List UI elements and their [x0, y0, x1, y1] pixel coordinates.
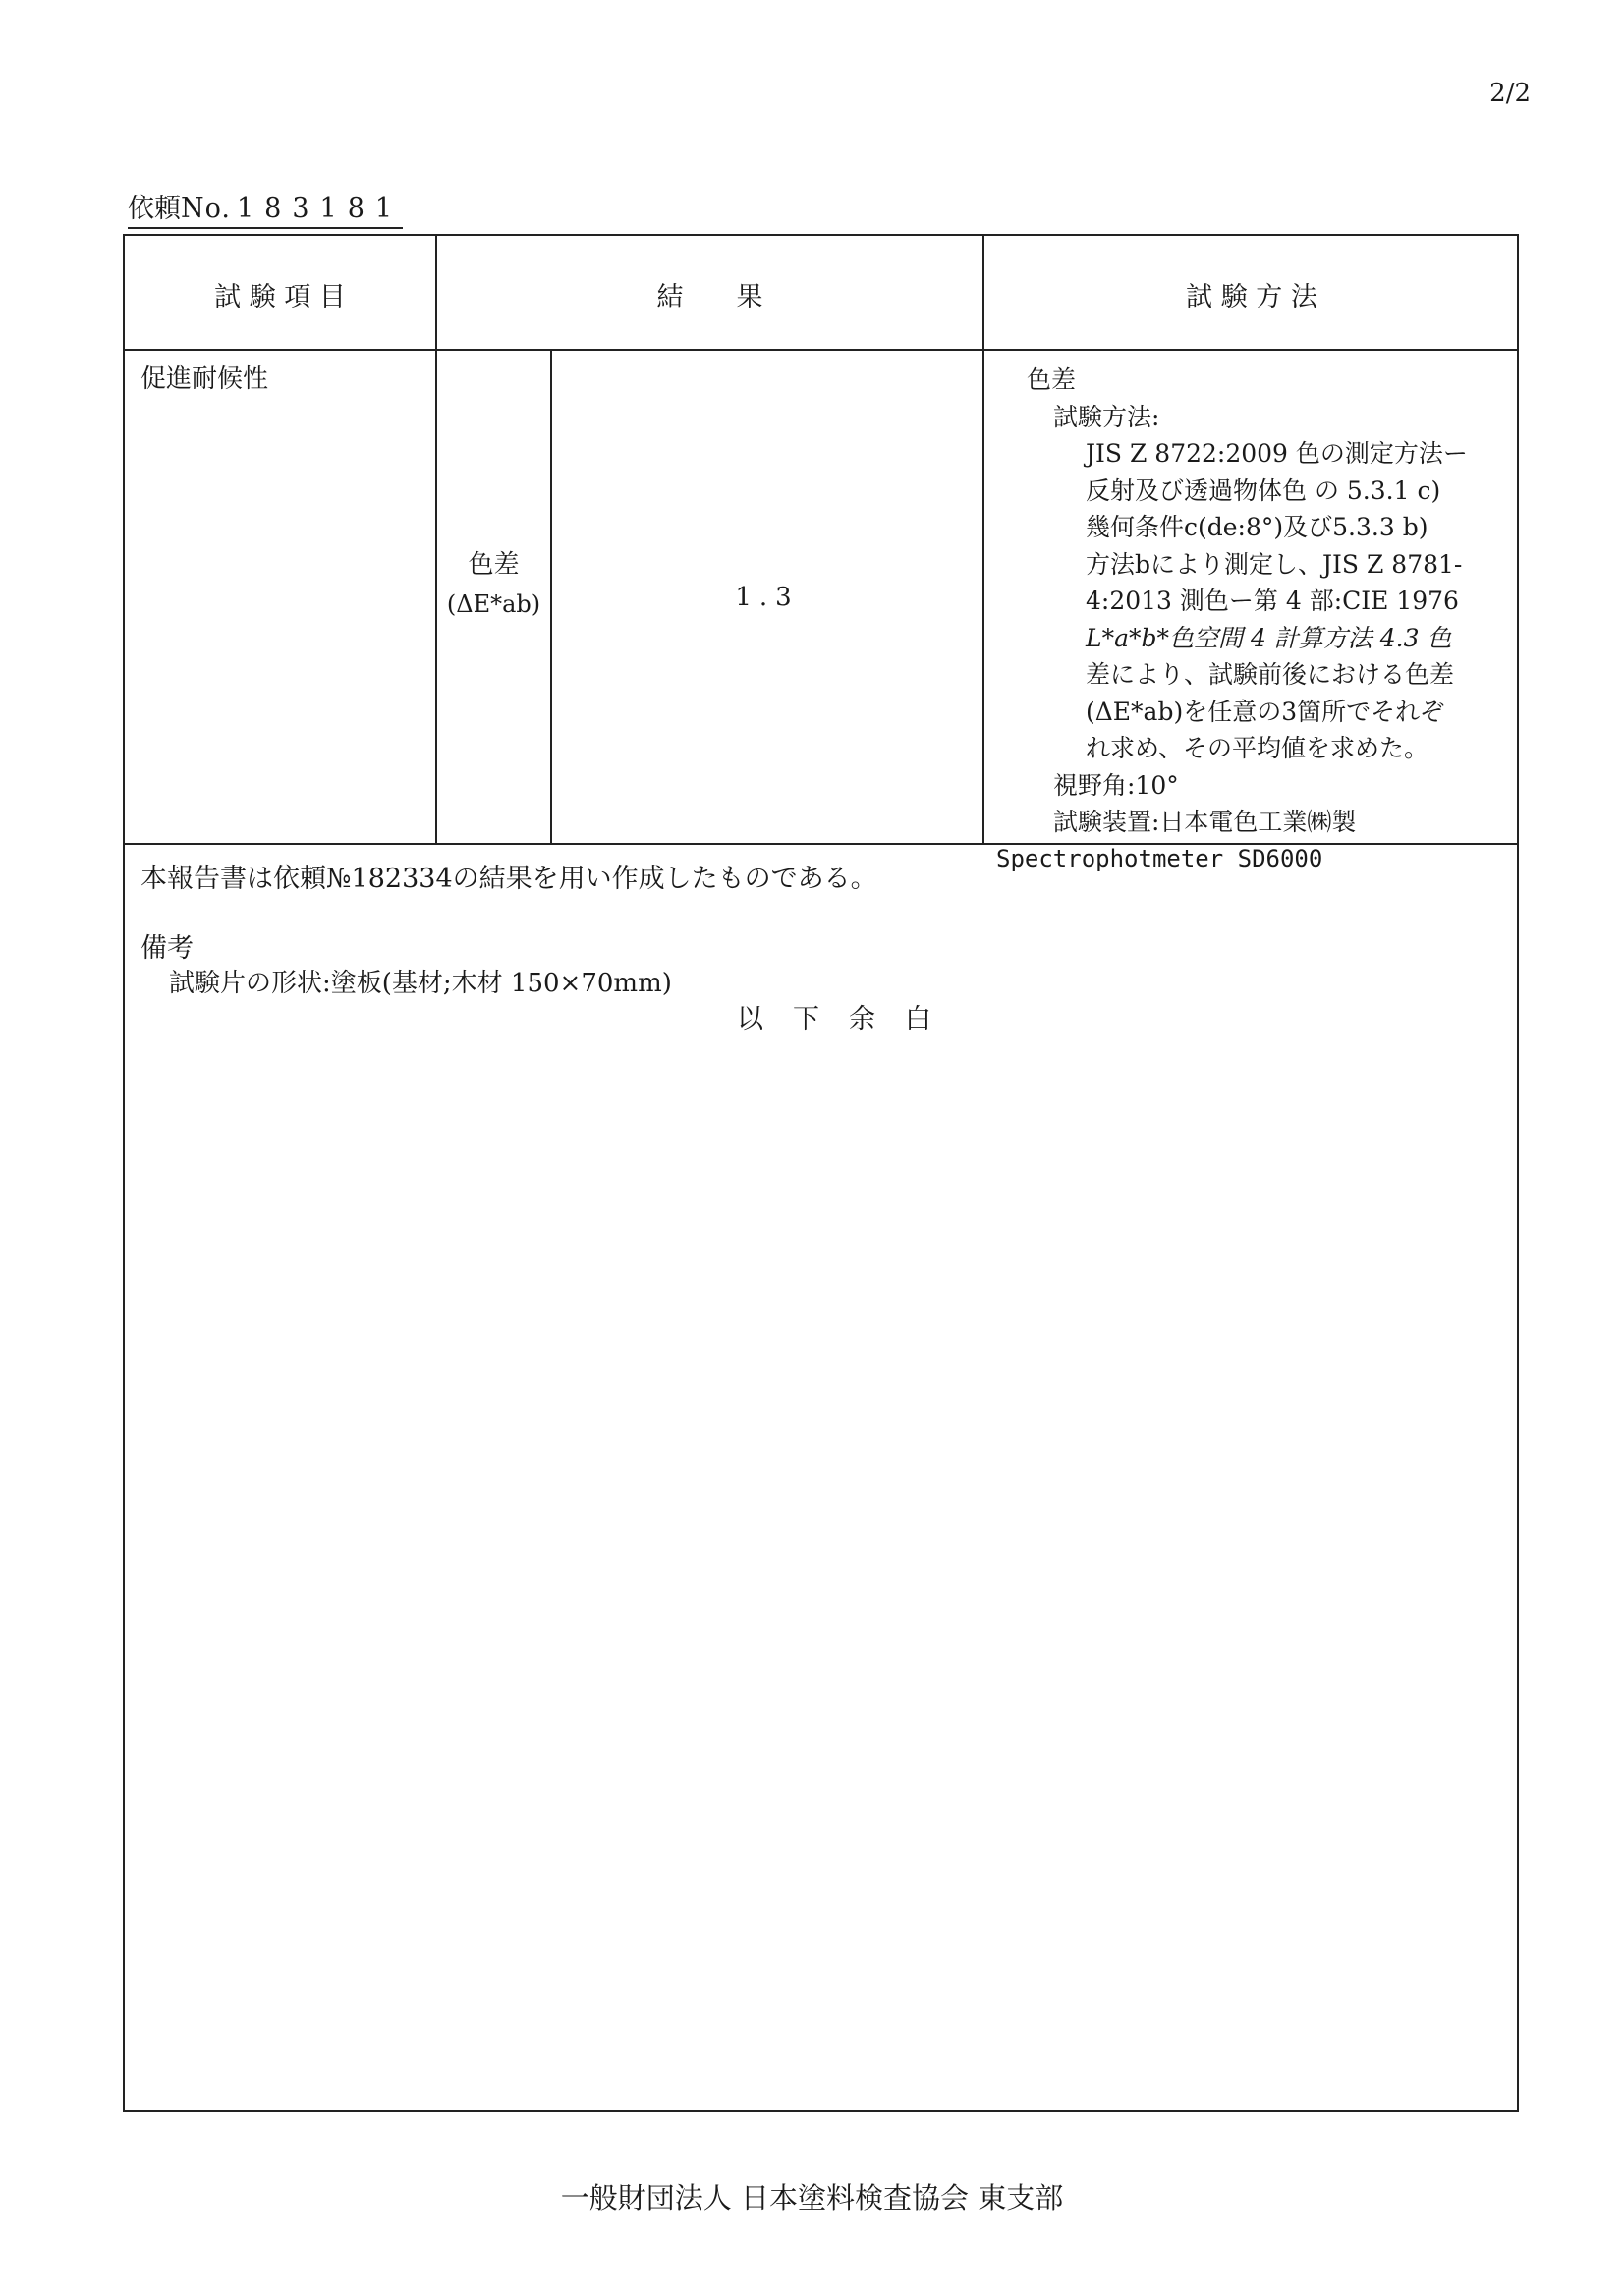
table-divider [435, 234, 437, 843]
result-sub-label [437, 545, 550, 624]
remarks-item: 試験片の形状:塗板(基材;木材 150×70mm) [169, 969, 672, 998]
method-line: 反射及び透過物体色 の 5.3.1 c) [1086, 476, 1441, 505]
method-line: Spectrophotmeter SD6000 [996, 844, 1323, 872]
sub-label-symbol: (ΔE*ab) [446, 590, 541, 618]
method-line: 視野角:10° [1053, 770, 1179, 800]
footer-organization: 一般財団法人 日本塗料検査協会 東支部 [560, 2181, 1064, 2214]
method-line: 方法bにより測定し、JIS Z 8781- [1086, 549, 1463, 579]
method-line: 4:2013 測色ー第 4 部:CIE 1976 [1086, 587, 1459, 615]
header-result: 結 果 [656, 282, 763, 312]
method-line: JIS Z 8722:2009 色の測定方法ー [1086, 439, 1468, 468]
method-line: 試験方法: [1053, 402, 1160, 431]
method-line: 差により、試験前後における色差 [1086, 660, 1455, 689]
method-line: 試験装置:日本電色工業㈱製 [1053, 808, 1357, 836]
remarks-title: 備考 [140, 933, 194, 964]
report-note: 本報告書は依頼№182334の結果を用い作成したものである。 [140, 864, 877, 894]
request-number [128, 187, 403, 229]
method-line: 幾何条件c(de:8°)及び5.3.3 b) [1086, 513, 1428, 541]
request-label: 依頼 [128, 194, 181, 224]
method-line: れ求め、その平均値を求めた。 [1086, 734, 1429, 762]
header-divider [123, 349, 1519, 351]
sub-label-name: 色差 [468, 550, 520, 580]
test-method-text [992, 362, 1513, 877]
table-divider [982, 234, 984, 843]
method-line: 色差 [1027, 365, 1077, 394]
header-test-item: 試 験 項 目 [214, 282, 346, 312]
request-number-value: 183181 [237, 194, 404, 224]
result-value: 1.3 [735, 583, 800, 612]
method-line: L*a*b*色空間 4 計算方法 4.3 色 [1086, 623, 1452, 652]
blank-below-mark: 以下余白 [737, 1004, 961, 1035]
request-no-label: No. [181, 194, 231, 224]
page-number: 2/2 [1489, 79, 1531, 108]
header-test-method: 試 験 方 法 [1186, 282, 1317, 312]
test-item-name: 促進耐候性 [140, 364, 269, 394]
method-line: (ΔE*ab)を任意の3箇所でそれぞ [1086, 697, 1445, 726]
